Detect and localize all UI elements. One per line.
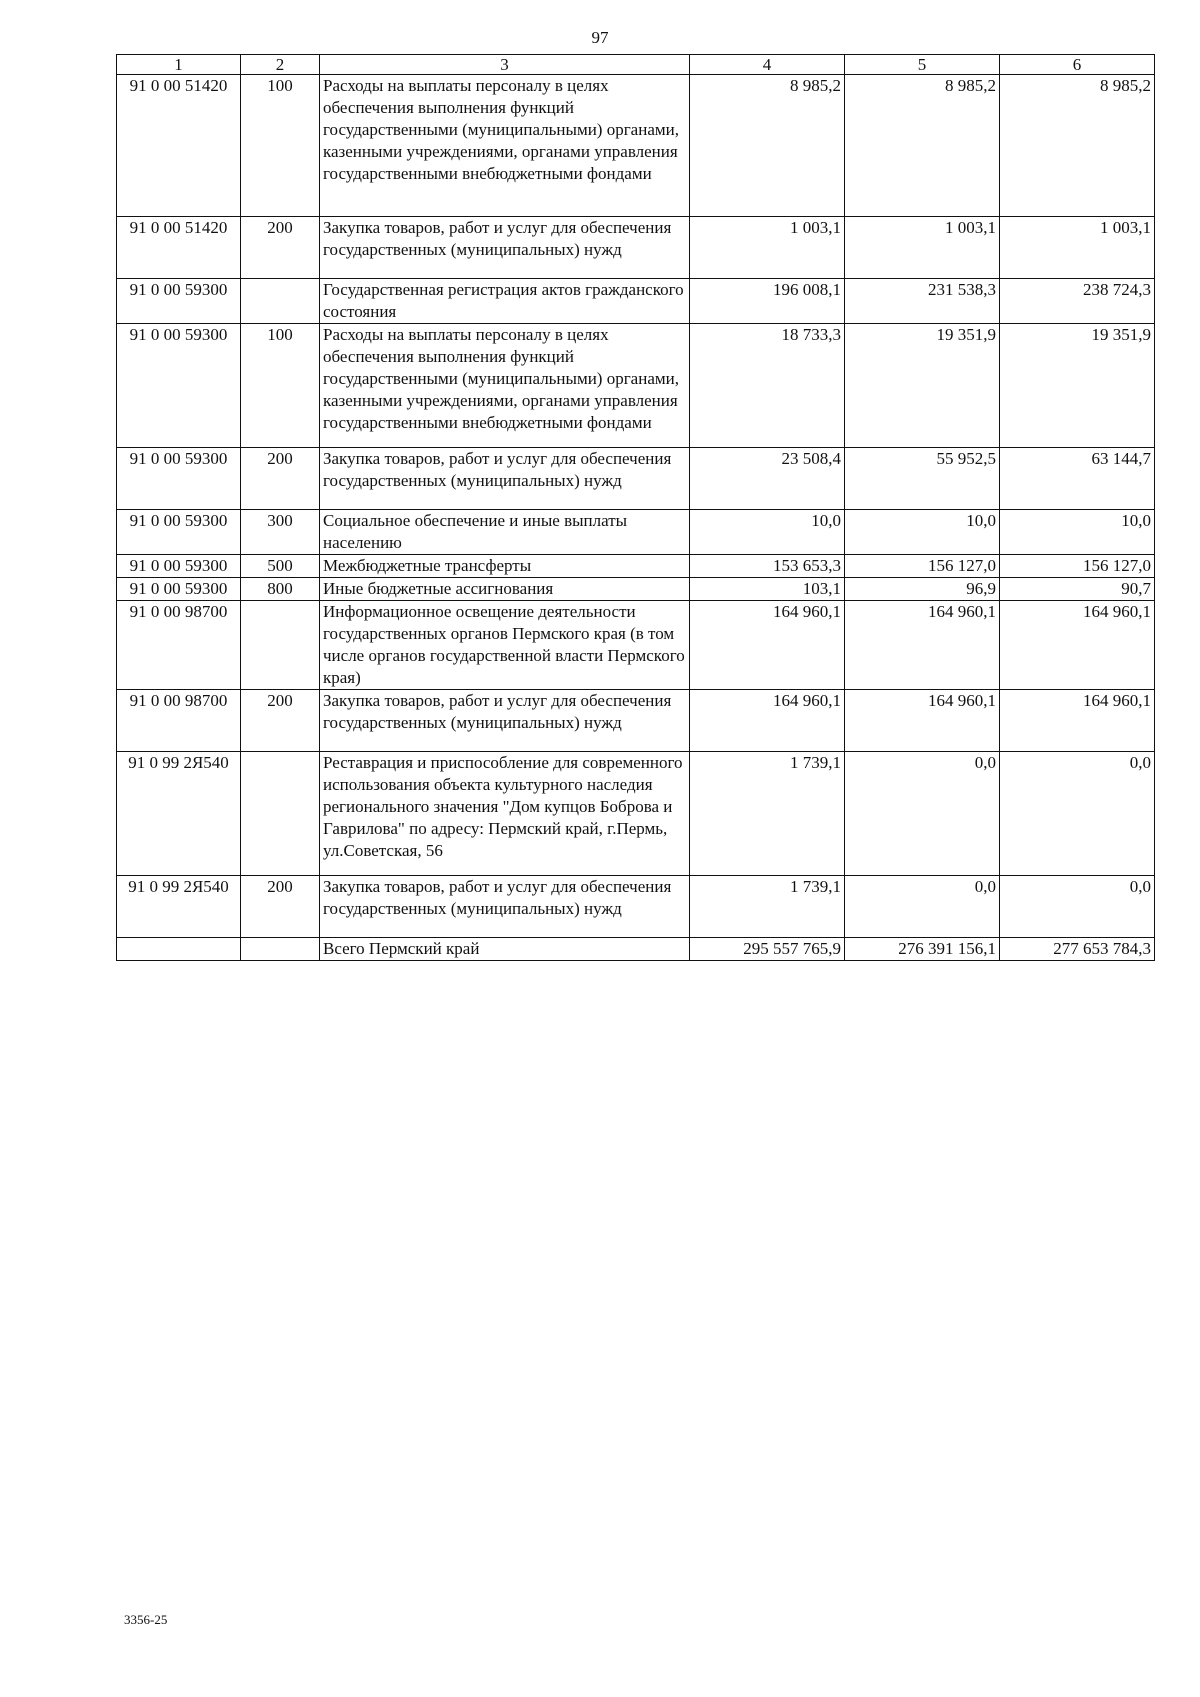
description-cell: Всего Пермский край <box>320 938 690 961</box>
description-cell: Иные бюджетные ассигнования <box>320 578 690 601</box>
document-code: 3356-25 <box>124 1612 168 1627</box>
table-row <box>117 876 1155 938</box>
description-cell: Расходы на выплаты персоналу в целях обеспечения выполнения функций государственными (муниципальными) органами, казенными учреждениями, органами управления государственными внебюджетными фондами <box>320 324 690 448</box>
description-cell: Закупка товаров, работ и услуг для обеспечения государственных (муниципальных) нужд <box>320 217 690 279</box>
table-row <box>117 217 1155 279</box>
amount-col5-cell: 8 985,2 <box>845 75 1000 217</box>
amount-col4-cell: 1 739,1 <box>690 876 845 938</box>
header-cell: 1 <box>117 55 241 75</box>
amount-col4-cell: 10,0 <box>690 510 845 555</box>
target-code-cell: 91 0 99 2Я540 <box>117 876 241 938</box>
amount-col6-cell: 164 960,1 <box>1000 601 1155 690</box>
amount-col4-cell: 153 653,3 <box>690 555 845 578</box>
header-cell: 2 <box>241 55 320 75</box>
amount-col4-cell: 196 008,1 <box>690 279 845 324</box>
description-cell: Закупка товаров, работ и услуг для обеспечения государственных (муниципальных) нужд <box>320 448 690 510</box>
amount-col5-cell: 19 351,9 <box>845 324 1000 448</box>
amount-col6-cell: 238 724,3 <box>1000 279 1155 324</box>
target-code-cell: 91 0 00 51420 <box>117 217 241 279</box>
expense-type-cell: 500 <box>241 555 320 578</box>
amount-col4-cell: 164 960,1 <box>690 690 845 752</box>
amount-col5-cell: 0,0 <box>845 752 1000 876</box>
table-row <box>117 279 1155 324</box>
page-number: 97 <box>591 28 609 47</box>
description-cell: Информационное освещение деятельности государственных органов Пермского края (в том числе органов государственной власти Пермского края) <box>320 601 690 690</box>
expense-type-cell <box>241 601 320 690</box>
header-cell: 6 <box>1000 55 1155 75</box>
target-code-cell: 91 0 00 59300 <box>117 510 241 555</box>
target-code-cell: 91 0 99 2Я540 <box>117 752 241 876</box>
target-code-cell: 91 0 00 59300 <box>117 324 241 448</box>
amount-col6-cell: 164 960,1 <box>1000 690 1155 752</box>
header-cell: 4 <box>690 55 845 75</box>
amount-col5-cell: 55 952,5 <box>845 448 1000 510</box>
amount-col6-cell: 8 985,2 <box>1000 75 1155 217</box>
expense-type-cell: 200 <box>241 217 320 279</box>
table-row <box>117 578 1155 601</box>
amount-col5-cell: 96,9 <box>845 578 1000 601</box>
amount-col5-cell: 156 127,0 <box>845 555 1000 578</box>
amount-col4-cell: 23 508,4 <box>690 448 845 510</box>
header-cell: 3 <box>320 55 690 75</box>
expense-type-cell: 800 <box>241 578 320 601</box>
header-cell: 5 <box>845 55 1000 75</box>
target-code-cell: 91 0 00 59300 <box>117 279 241 324</box>
amount-col6-cell: 19 351,9 <box>1000 324 1155 448</box>
amount-col5-cell: 10,0 <box>845 510 1000 555</box>
budget-table <box>116 54 1155 961</box>
target-code-cell: 91 0 00 59300 <box>117 448 241 510</box>
description-cell: Закупка товаров, работ и услуг для обеспечения государственных (муниципальных) нужд <box>320 690 690 752</box>
target-code-cell: 91 0 00 59300 <box>117 555 241 578</box>
amount-col4-cell: 1 739,1 <box>690 752 845 876</box>
expense-type-cell: 200 <box>241 690 320 752</box>
amount-col6-cell: 0,0 <box>1000 876 1155 938</box>
total-row <box>117 938 1155 961</box>
target-code-cell <box>117 938 241 961</box>
description-cell: Реставрация и приспособление для современного использования объекта культурного наследия регионального значения "Дом купцов Боброва и Гаврилова" по адресу: Пермский край, г.Пермь, ул.Советская, 56 <box>320 752 690 876</box>
amount-col4-cell: 1 003,1 <box>690 217 845 279</box>
table-row <box>117 324 1155 448</box>
table-row <box>117 752 1155 876</box>
description-cell: Социальное обеспечение и иные выплаты населению <box>320 510 690 555</box>
amount-col6-cell: 1 003,1 <box>1000 217 1155 279</box>
expense-type-cell <box>241 752 320 876</box>
description-cell: Межбюджетные трансферты <box>320 555 690 578</box>
amount-col5-cell: 164 960,1 <box>845 690 1000 752</box>
description-cell: Расходы на выплаты персоналу в целях обеспечения выполнения функций государственными (муниципальными) органами, казенными учреждениями, органами управления государственными внебюджетными фондами <box>320 75 690 217</box>
description-cell: Закупка товаров, работ и услуг для обеспечения государственных (муниципальных) нужд <box>320 876 690 938</box>
amount-col4-cell: 18 733,3 <box>690 324 845 448</box>
expense-type-cell: 200 <box>241 876 320 938</box>
expense-type-cell: 300 <box>241 510 320 555</box>
table-row <box>117 690 1155 752</box>
target-code-cell: 91 0 00 98700 <box>117 601 241 690</box>
amount-col5-cell: 0,0 <box>845 876 1000 938</box>
amount-col6-cell: 156 127,0 <box>1000 555 1155 578</box>
amount-col6-cell: 0,0 <box>1000 752 1155 876</box>
amount-col6-cell: 90,7 <box>1000 578 1155 601</box>
description-cell: Государственная регистрация актов гражданского состояния <box>320 279 690 324</box>
expense-type-cell: 100 <box>241 324 320 448</box>
amount-col4-cell: 103,1 <box>690 578 845 601</box>
target-code-cell: 91 0 00 98700 <box>117 690 241 752</box>
expense-type-cell <box>241 279 320 324</box>
expense-type-cell: 200 <box>241 448 320 510</box>
amount-col4-cell: 295 557 765,9 <box>690 938 845 961</box>
target-code-cell: 91 0 00 59300 <box>117 578 241 601</box>
amount-col6-cell: 10,0 <box>1000 510 1155 555</box>
amount-col4-cell: 8 985,2 <box>690 75 845 217</box>
table-row <box>117 448 1155 510</box>
amount-col4-cell: 164 960,1 <box>690 601 845 690</box>
amount-col6-cell: 277 653 784,3 <box>1000 938 1155 961</box>
amount-col5-cell: 276 391 156,1 <box>845 938 1000 961</box>
amount-col6-cell: 63 144,7 <box>1000 448 1155 510</box>
target-code-cell: 91 0 00 51420 <box>117 75 241 217</box>
table-row <box>117 601 1155 690</box>
header-row <box>117 55 1155 75</box>
expense-type-cell: 100 <box>241 75 320 217</box>
amount-col5-cell: 1 003,1 <box>845 217 1000 279</box>
expense-type-cell <box>241 938 320 961</box>
table-row <box>117 555 1155 578</box>
amount-col5-cell: 231 538,3 <box>845 279 1000 324</box>
table-row <box>117 510 1155 555</box>
table-row <box>117 75 1155 217</box>
amount-col5-cell: 164 960,1 <box>845 601 1000 690</box>
